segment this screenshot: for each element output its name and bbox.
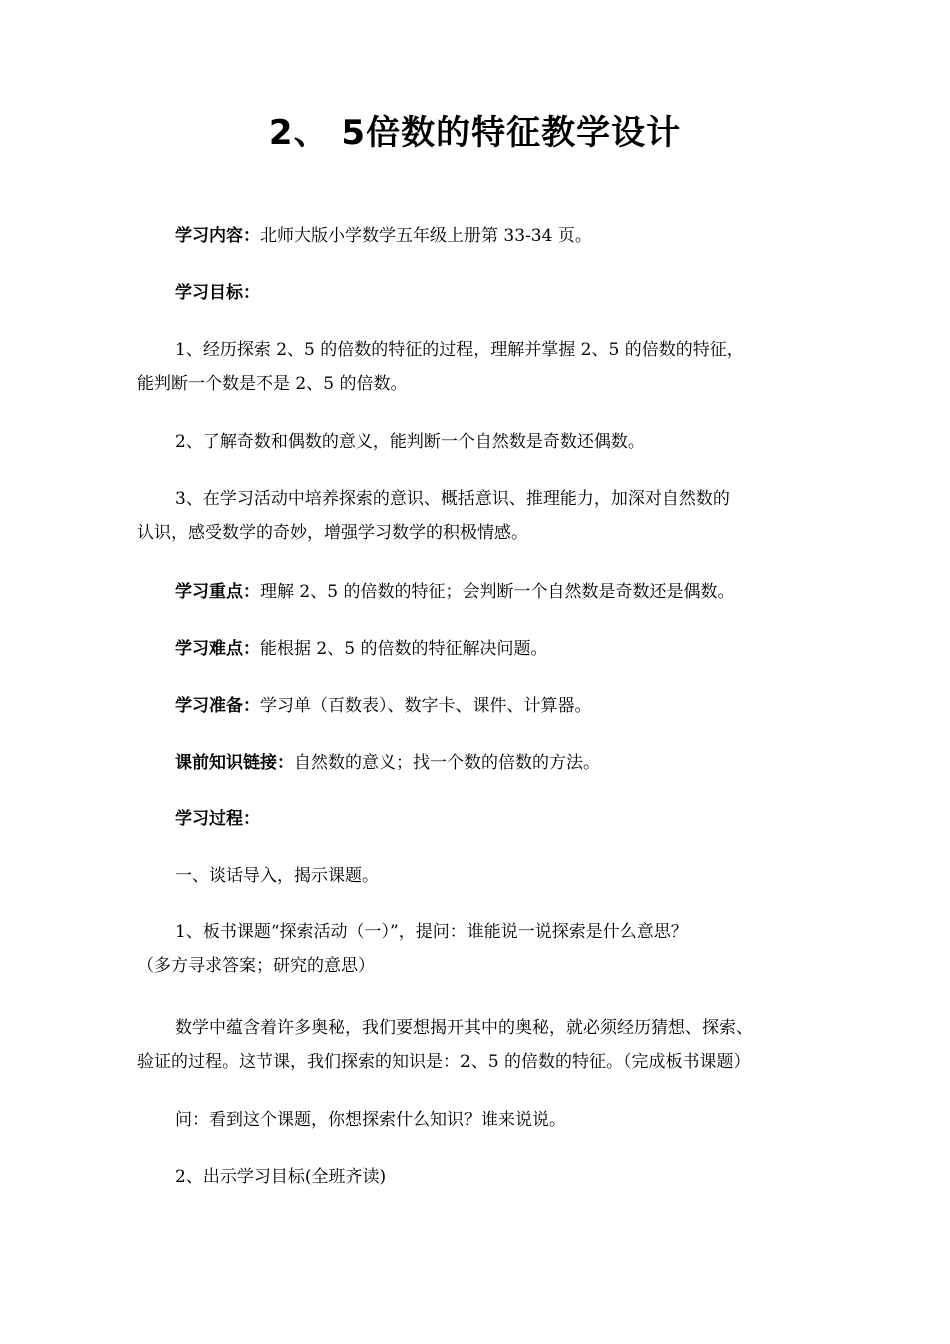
learning-goals-heading: [137, 276, 875, 310]
goal-item-1-line-2: 能判断一个数是不是 2、5 的倍数。: [137, 374, 408, 394]
goal-item-3: [137, 482, 837, 550]
document-title: 2、 5倍数的特征教学设计: [268, 113, 682, 153]
difficulty-text: 能根据 2、5 的倍数的特征解决问题。: [260, 639, 548, 659]
goal-item-1-line-1: 1、经历探索 2、5 的倍数的特征的过程，理解并掌握 2、5 的倍数的特征，: [175, 340, 744, 360]
learning-content-paragraph: [137, 219, 875, 253]
learning-process-heading: [137, 802, 875, 836]
section-1-heading: [137, 859, 875, 893]
goal-item-3-line-1: 3、在学习活动中培养探索的意识、概括意识、推理能力，加深对自然数的: [175, 489, 730, 509]
goal-item-1: [137, 333, 837, 401]
key-point-paragraph: [137, 575, 875, 609]
process-paragraph-3: [137, 1103, 875, 1137]
prior-knowledge-paragraph: [137, 746, 875, 780]
process-paragraph-4-text: 2、出示学习目标(全班齐读): [175, 1167, 387, 1187]
learning-process-label: 学习过程：: [175, 809, 260, 829]
preparation-text: 学习单（百数表）、数字卡、课件、计算器。: [260, 696, 592, 716]
learning-content-label: 学习内容：: [175, 226, 260, 246]
process-paragraph-1: [137, 915, 837, 983]
process-paragraph-1-line-1: 1、板书课题“探索活动（一）”，提问：谁能说一说探索是什么意思？: [175, 922, 688, 942]
key-point-label: 学习重点：: [175, 582, 260, 602]
preparation-paragraph: [137, 689, 875, 723]
goal-item-2: [137, 425, 875, 459]
process-paragraph-1-line-2: （多方寻求答案；研究的意思）: [137, 956, 375, 976]
process-paragraph-3-text: 问：看到这个课题，你想探索什么知识？谁来说说。: [175, 1110, 566, 1130]
difficulty-paragraph: [137, 632, 875, 666]
learning-content-text: 北师大版小学数学五年级上册第 33-34 页。: [260, 226, 592, 246]
prior-knowledge-text: 自然数的意义；找一个数的倍数的方法。: [294, 753, 600, 773]
prior-knowledge-label: 课前知识链接：: [175, 753, 294, 773]
section-1-text: 一、谈话导入，揭示课题。: [175, 866, 379, 886]
preparation-label: 学习准备：: [175, 696, 260, 716]
difficulty-label: 学习难点：: [175, 639, 260, 659]
process-paragraph-2-line-1: 数学中蕴含着许多奥秘，我们要想揭开其中的奥秘，就必须经历猜想、探索、: [175, 1018, 753, 1038]
goal-item-3-line-2: 认识，感受数学的奇妙，增强学习数学的积极情感。: [137, 523, 528, 543]
process-paragraph-2-line-2: 验证的过程。这节课，我们探索的知识是：2、5 的倍数的特征。（完成板书课题）: [137, 1052, 751, 1072]
goal-item-2-text: 2、了解奇数和偶数的意义，能判断一个自然数是奇数还偶数。: [175, 432, 645, 452]
learning-goals-label: 学习目标：: [175, 283, 260, 303]
process-paragraph-2: [137, 1011, 837, 1079]
key-point-text: 理解 2、5 的倍数的特征；会判断一个自然数是奇数还是偶数。: [260, 582, 735, 602]
process-paragraph-4: [137, 1160, 875, 1194]
